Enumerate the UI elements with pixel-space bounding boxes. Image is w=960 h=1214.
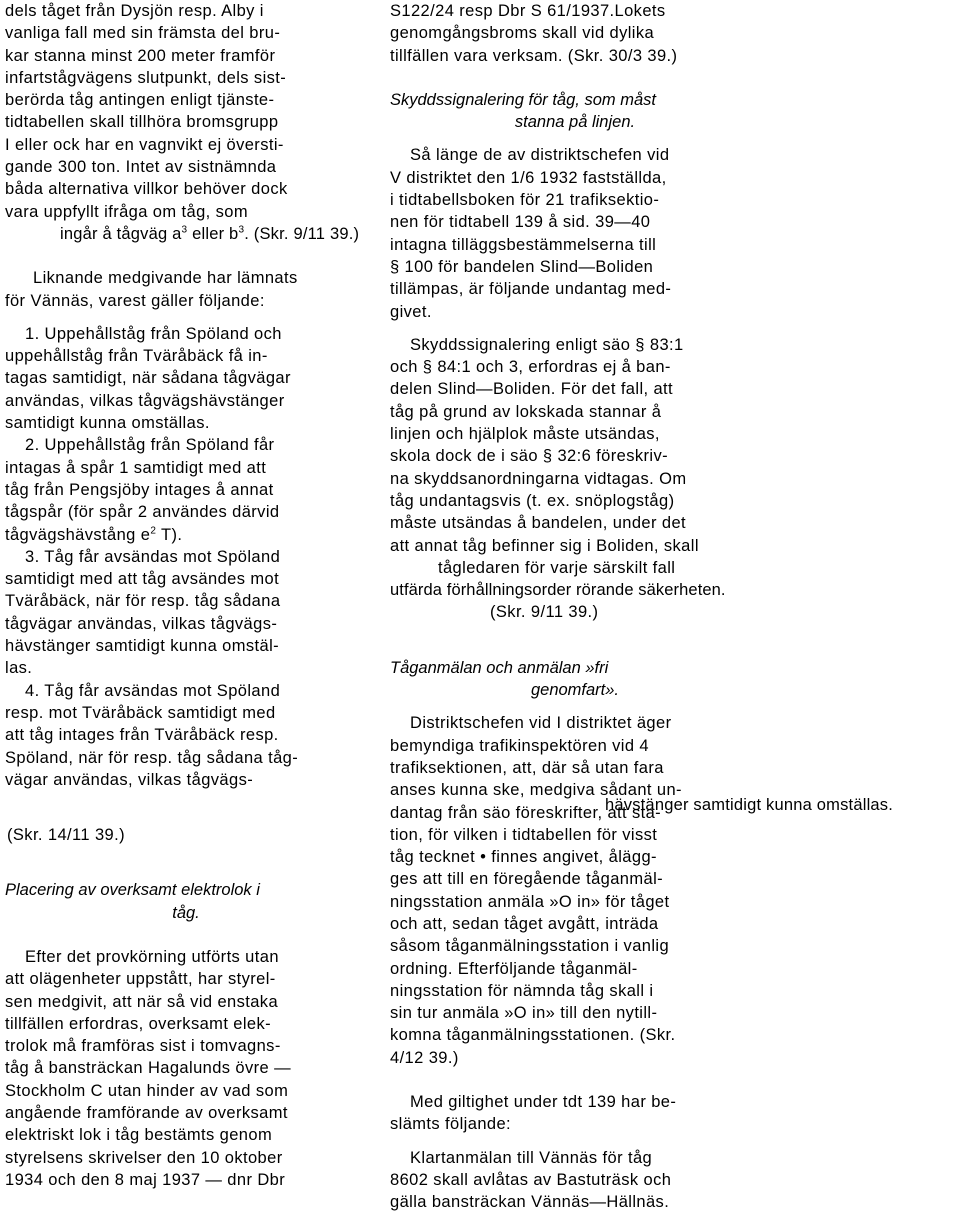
text-line: las.: [5, 659, 33, 678]
text-line: Så länge de av distriktschefen vid: [410, 146, 670, 165]
paragraph-lokets-broms: [390, 0, 760, 67]
text-line: tåg.: [172, 903, 200, 922]
text-line: styrelsens skrivelser den 10 oktober: [5, 1148, 283, 1167]
heading-elektrolok: [5, 879, 367, 924]
heading-taganmalan: [390, 657, 760, 702]
text-line: linjen och hjälplok måste utsändas,: [390, 425, 660, 444]
text-line: gande 300 ton. Intet av sistnämnda: [5, 158, 277, 177]
text-line: skola dock de i säo § 32:6 föreskriv-: [390, 447, 669, 466]
text-line: givet.: [390, 302, 432, 321]
text-line: och att, sedan tåget avgått, inträda: [390, 914, 659, 933]
text-line: komna tåganmälningsstationen. (Skr.: [390, 1026, 676, 1045]
text-line: att annat tåg befinner sig i Boliden, skall: [390, 536, 699, 555]
text-line: tågledaren för varje särskilt fall: [438, 558, 676, 577]
text-line: na skyddsanordningarna vidtagas. Om: [390, 469, 687, 488]
text-line: Tväråbäck, när för resp. tåg sådana: [5, 592, 281, 611]
text-line: att olägenheter uppstått, har styrel-: [5, 970, 276, 989]
overflow-text: hävstänger samtidigt kunna omställas.: [605, 796, 894, 814]
paragraph-skydd-2: [390, 334, 760, 624]
text-line: 3. Tåg får avsändas mot Spöland: [25, 547, 281, 566]
text-line: tåg å bansträckan Hagalunds övre —: [5, 1059, 292, 1078]
text-line: uppehållståg från Tväråbäck få in-: [5, 347, 268, 366]
text-line: Spöland, när för resp. tåg sådana tåg-: [5, 748, 299, 767]
list-item-1: [5, 323, 367, 434]
text-line: infartstågvägens slutpunkt, dels sist-: [5, 68, 287, 87]
text-line: kar stanna minst 200 meter framför: [5, 46, 276, 65]
text-line: Skyddssignalering för tåg, som måst: [390, 90, 656, 109]
text-line: Tåganmälan och anmälan »fri: [390, 658, 609, 677]
text-line: genomfart».: [530, 681, 620, 700]
text-line: båda alternativa villkor behöver dock: [5, 180, 288, 199]
paragraph-tagvag: [5, 0, 367, 223]
text-line: § 100 för bandelen Slind—Boliden: [390, 257, 654, 276]
text-line: tion, för vilken i tidtabellen för visst: [390, 825, 658, 844]
text-line: måste utsändas å bandelen, under det: [390, 514, 687, 533]
text-line: V distriktet den 1/6 1932 fastställda,: [390, 168, 667, 187]
text-line: i tidtabellsboken för 21 trafiksektio-: [390, 191, 660, 210]
text-line: angående framförande av overksamt: [5, 1104, 288, 1123]
text-line: tågvägar användas, vilkas tågvägs-: [5, 614, 278, 633]
text-line: dels tåget från Dysjön resp. Alby i: [5, 2, 264, 20]
text-line: ningsstation anmäla »O in» för tåget: [390, 892, 670, 911]
paragraph-skydd-1: [390, 144, 760, 322]
text-line: samtidigt kunna omställas.: [5, 414, 210, 433]
text-line: ges att till en föregående tåganmäl-: [390, 870, 664, 889]
text-line: dantag från säo föreskrifter, att sta-: [390, 803, 662, 822]
text-line: Efter det provkörning utförts utan: [25, 947, 279, 966]
text-line: vara uppfyllt ifråga om tåg, som: [5, 202, 248, 221]
text-line: tidtabellen skall tillhöra bromsgrupp: [5, 113, 279, 132]
text-line: Skyddssignalering enligt säo § 83:1: [410, 335, 684, 354]
text-line: intagna tilläggsbestämmelserna till: [390, 235, 657, 254]
text-line: Stockholm C utan hinder av vad som: [5, 1081, 289, 1100]
paragraph-taganmalan: [390, 712, 760, 1069]
text-line: 1. Uppehållståg från Spöland och: [25, 324, 282, 343]
paragraph-elektrolok: [5, 946, 367, 1191]
text-line: Placering av overksamt elektrolok i: [5, 881, 260, 900]
left-column: [5, 0, 367, 1191]
text-line: tagas samtidigt, när sådana tågvägar: [5, 369, 291, 388]
list-item-2-last-line: tågvägshävstång $e^2$ T).: [5, 525, 183, 544]
text-line: delen Slind—Boliden. För det fall, att: [390, 380, 674, 399]
reference-14-11-39: (Skr. 14/11 39.): [7, 826, 125, 845]
paragraph-giltighet: [390, 1091, 760, 1136]
text-line: elektriskt lok i tåg bestämts genom: [5, 1126, 273, 1145]
text-line: tåg från Pengsjöby intages å annat: [5, 480, 274, 499]
text-line: resp. mot Tväråbäck samtidigt med: [5, 703, 276, 722]
text-line: tåg på grund av lokskada stannar å: [390, 402, 662, 421]
text-line: sin tur anmäla »O in» till den nytill-: [390, 1004, 658, 1023]
text-line: att tåg intages från Tväråbäck resp.: [5, 726, 279, 745]
text-line: slämts följande:: [390, 1115, 512, 1134]
paragraph-vannas-intro: [5, 267, 367, 312]
text-line: 1934 och den 8 maj 1937 — dnr Dbr: [5, 1170, 286, 1189]
text-line: stanna på linjen.: [514, 113, 636, 132]
text-line: Distriktschefen vid I distriktet äger: [410, 714, 672, 733]
text-line: trolok må framföras sist i tomvagns-: [5, 1037, 281, 1056]
text-line: I eller ock har en vagnvikt ej översti-: [5, 135, 284, 154]
text-line: såsom tåganmälningsstation i vanlig: [390, 937, 670, 956]
paragraph-klartanmalan: [390, 1147, 760, 1214]
text-line: Klartanmälan till Vännäs för tåg: [410, 1148, 653, 1167]
text-line: tåg undantagsvis (t. ex. snöplogståg): [390, 491, 675, 510]
text-line: (Skr. 9/11 39.): [490, 603, 599, 622]
text-line: sen medgivit, att när så vid enstaka: [5, 992, 279, 1011]
text-line: genomgångsbroms skall vid dylika: [390, 24, 655, 43]
text-line: Med giltighet under tdt 139 har be-: [410, 1093, 677, 1112]
text-line: tåg tecknet • finnes angivet, ålägg-: [390, 848, 657, 867]
paragraph-tagvag-last-line: ingår å tågväg $a^3$ eller $b^3$. (Skr. 9/11 39.): [60, 224, 360, 243]
text-line: 4/12 39.): [390, 1048, 459, 1067]
text-line: anses kunna ske, medgiva sådant un-: [390, 781, 682, 800]
text-line: utfärda förhållningsorder rörande säkerheten.: [390, 581, 726, 600]
text-line: för Vännäs, varest gäller följande:: [5, 291, 265, 310]
text-line: vanliga fall med sin främsta del bru-: [5, 24, 281, 43]
text-line: vägar användas, vilkas tågvägs-: [5, 770, 254, 789]
text-line: tillfällen erfordras, overksamt elek-: [5, 1014, 272, 1033]
text-line: ningsstation för nämnda tåg skall i: [390, 981, 654, 1000]
text-line: 4. Tåg får avsändas mot Spöland: [25, 681, 281, 700]
text-line: 2. Uppehållståg från Spöland får: [25, 436, 275, 455]
text-line: gälla bansträckan Vännäs—Hällnäs.: [390, 1193, 670, 1212]
text-line: tågspår (för spår 2 användes därvid: [5, 503, 280, 522]
list-item-4: [5, 680, 367, 791]
text-line: samtidigt med att tåg avsändes mot: [5, 570, 280, 589]
text-line: och § 84:1 och 3, erfordras ej å ban-: [390, 358, 671, 377]
text-line: bemyndiga trafikinspektören vid 4: [390, 736, 649, 755]
text-line: berörda tåg antingen enligt tjänste-: [5, 91, 275, 110]
text-line: trafiksektionen, att, där så utan fara: [390, 758, 664, 777]
text-line: tillfällen vara verksam. (Skr. 30/3 39.): [390, 46, 678, 65]
text-line: 8602 skall avlåtas av Bastuträsk och: [390, 1170, 672, 1189]
text-line: ordning. Efterföljande tåganmäl-: [390, 959, 638, 978]
text-line: tillämpas, är följande undantag med-: [390, 280, 672, 299]
list-item-3: [5, 546, 367, 680]
list-item-2: [5, 434, 367, 523]
text-line: intagas å spår 1 samtidigt med att: [5, 458, 267, 477]
text-line: nen för tidtabell 139 å sid. 39—40: [390, 213, 651, 232]
text-line: S122/24 resp Dbr S 61/1937.Lokets: [390, 2, 666, 20]
text-line: hävstänger samtidigt kunna omstäl-: [5, 637, 280, 656]
text-line: Liknande medgivande har lämnats: [33, 269, 298, 288]
right-column: [390, 0, 760, 1214]
heading-skyddssignalering: [390, 89, 760, 134]
text-line: användas, vilkas tågvägshävstänger: [5, 391, 285, 410]
